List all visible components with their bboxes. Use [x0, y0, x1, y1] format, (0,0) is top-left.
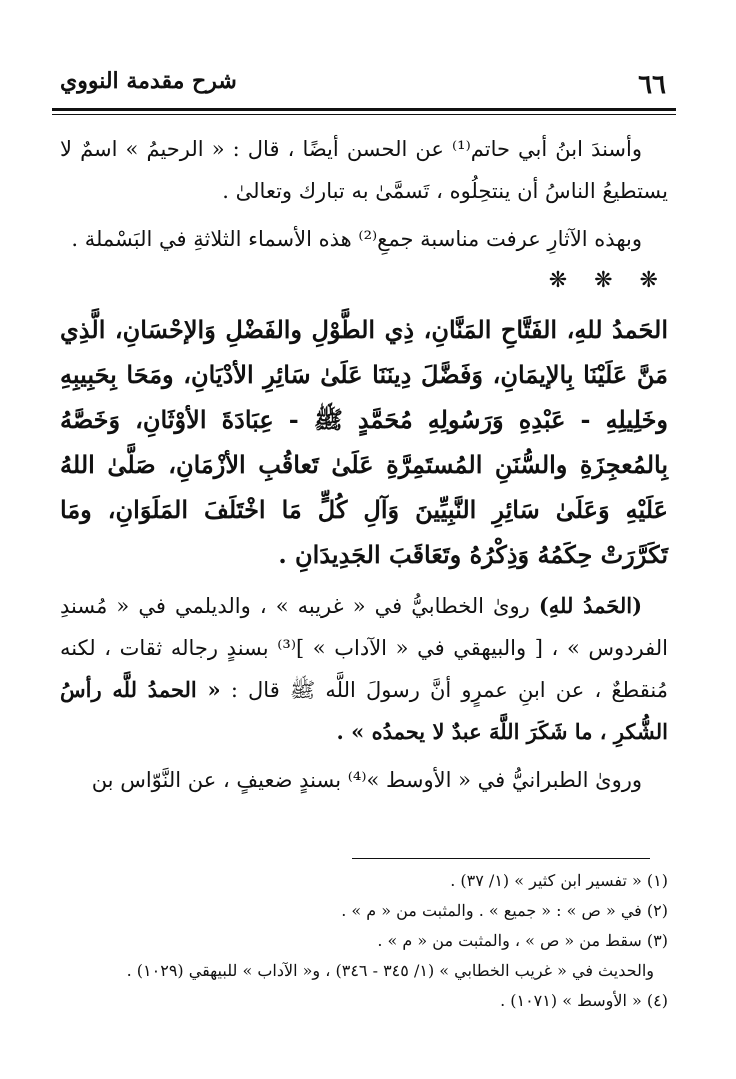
footnote-4: (٤) « الأوسط » (١٠٧١) . — [500, 991, 668, 1010]
paragraph-3 — [60, 585, 668, 753]
paragraph-3-text: روىٰ الخطابيُّ في « غريبه » ، والديلمي في « مُسندِ الفردوس » ، [ والبيهقي في « الآداب » ]⁽³⁾ بسندٍ رجاله ثقات ، لكنه مُنقطعٌ ، عن ابنِ عمرٍو أنَّ رسولَ اللَّه ﷺ قال : — [60, 594, 668, 702]
page-number: ٦٦ — [638, 70, 666, 100]
matn-text: الحَمدُ للهِ، الفَتَّاحِ المَنَّانِ، ذِي الطَّوْلِ والفَضْلِ وَالإحْسَانِ، الَّذِي مَنَّ عَلَيْنَا بِالإيمَانِ، وَفَضَّلَ دِينَنَا عَلَىٰ سَائِرِ الأدْيَانِ، ومَحَا بِحَبِيبِهِ وخَلِيلِهِ - عَبْدِهِ وَرَسُولِهِ مُحَمَّدٍ ﷺ - عِبَادَةَ الأوْثَانِ، وَخَصَّهُ بِالمُعجِزَةِ والسُّنَنِ المُستَمِرَّةِ عَلَىٰ تَعاقُبِ الأزْمَانِ، صَلَّىٰ اللهُ عَلَيْهِ وَعَلَىٰ سَائِرِ النَّبِيِّينَ وَآلِ كُلٍّ مَا اخْتَلَفَ المَلَوَانِ، ومَا تَكَرَّرَتْ حِكَمُهُ وَذِكْرُهُ وتَعَاقَبَ الجَدِيدَانِ . — [60, 315, 668, 569]
paragraph-2: وبهذه الآثارِ عرفت مناسبة جمعِ⁽²⁾ هذه الأسماء الثلاثةِ في البَسْملة . — [71, 227, 642, 251]
footnotes — [60, 866, 668, 1016]
footnote-separator — [352, 858, 650, 859]
commentary-lemma: (الحَمدُ للهِ) — [538, 593, 642, 618]
section-divider-stars: ❋ ❋ ❋ — [548, 268, 668, 293]
main-text — [60, 128, 668, 807]
footnote-3-continuation: والحديث في « غريب الخطابي » (١/ ٣٤٥ - ٣٤٦) ، و« الآداب » للبيهقي (١٠٢٩) . — [126, 961, 654, 980]
running-title: شرح مقدمة النووي — [60, 68, 237, 94]
hadith-quote: « الحمدُ للَّه رأسُ الشُّكرِ ، ما شَكَرَ اللَّهَ عبدٌ لا يحمدُه » . — [60, 677, 668, 744]
paragraph-4: وروىٰ الطبرانيُّ في « الأوسط »⁽⁴⁾ بسندٍ ضعيفٍ ، عن النَّوّاس بن — [91, 768, 642, 792]
paragraph-1: وأسندَ ابنُ أبي حاتم⁽¹⁾ عن الحسن أيضًا ، قال : « الرحيمُ » اسمٌ لا يستطيعُ الناسُ أن ينتحِلُوه ، تَسمَّىٰ به تبارك وتعالىٰ . — [60, 137, 668, 203]
footnote-2: (٢) في « ص » : « جميع » . والمثبت من « م » . — [341, 901, 668, 920]
page-header — [60, 62, 666, 104]
footnote-3: (٣) سقط من « ص » ، والمثبت من « م » . — [377, 931, 668, 950]
header-rule-thin — [52, 114, 676, 115]
footnote-1: (١) « تفسير ابن كثير » (١/ ٣٧) . — [450, 871, 668, 890]
header-rule-thick — [52, 108, 676, 111]
